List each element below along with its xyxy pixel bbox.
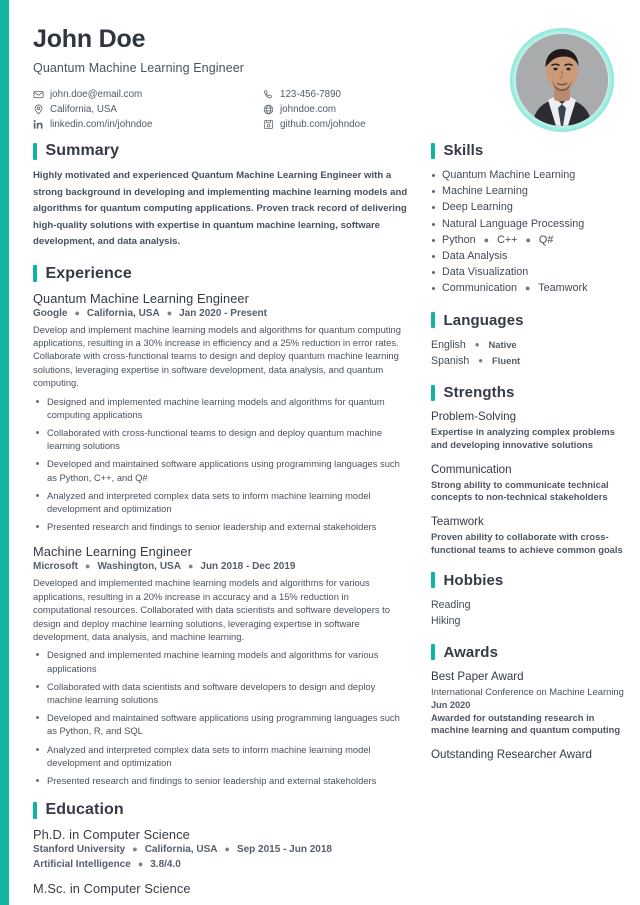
- skill-name: Deep Learning: [442, 201, 513, 214]
- strengths-heading-text: Strengths: [443, 384, 515, 402]
- strength-description: Proven ability to collaborate with cross-functional teams to achieve common goals: [431, 531, 623, 556]
- resume-content: [9, 0, 640, 905]
- skill-separator-dot: ●: [483, 234, 490, 245]
- education-entry: [33, 881, 409, 896]
- skill-name: Data Analysis: [442, 250, 508, 263]
- email-icon: [33, 89, 44, 100]
- list-item: Collaborated with data scientists and software developers to design and deploy machine learning solutions: [33, 680, 409, 706]
- meta-separator-dot: ●: [224, 844, 230, 855]
- award-description: Awarded for outstanding research in machine learning and quantum computing: [431, 711, 621, 736]
- section-education: [33, 801, 409, 896]
- award-block: [431, 669, 630, 737]
- linkedin-icon: [33, 119, 44, 130]
- strength-title: Communication: [431, 462, 512, 476]
- skills-list: [431, 167, 630, 297]
- list-item: Presented research and findings to senior leadership and external stakeholders: [33, 774, 409, 787]
- section-summary: [33, 142, 409, 251]
- left-column: [33, 142, 425, 905]
- strength-block: [431, 514, 630, 557]
- section-experience: [33, 265, 409, 788]
- list-item: Analyzed and interpreted complex data sets to inform machine learning model development and optimization: [33, 489, 409, 515]
- education-dates: Sep 2015 - Jun 2018: [236, 844, 332, 856]
- experience-meta: [33, 308, 409, 319]
- location-icon: [33, 104, 44, 115]
- contact-grid: [33, 87, 510, 132]
- section-languages: [431, 312, 630, 369]
- section-accent-bar: [33, 802, 37, 819]
- list-item: Developed and maintained software applications using programming languages such as Python, R, and SQL: [33, 711, 409, 737]
- section-accent-bar: [33, 143, 37, 160]
- contact-github-text: github.com/johndoe: [280, 118, 366, 130]
- section-hobbies: [431, 572, 630, 629]
- language-row: [431, 353, 630, 369]
- language-row: [431, 337, 630, 353]
- experience-location: Washington, USA: [97, 561, 181, 573]
- candidate-job-title: Quantum Machine Learning Engineer: [33, 60, 245, 75]
- experience-company: Google: [33, 307, 68, 319]
- language-name: English: [431, 338, 466, 351]
- section-accent-bar: [431, 312, 435, 328]
- skill-name: Communication: [442, 282, 518, 295]
- list-item: Designed and implemented machine learning models and algorithms for various applications: [33, 648, 409, 674]
- contact-website-text: johndoe.com: [280, 103, 337, 115]
- languages-heading-text: Languages: [443, 311, 524, 329]
- experience-meta: [33, 561, 409, 572]
- skill-extra: C++: [497, 233, 518, 246]
- experience-entry: [33, 291, 409, 534]
- experience-dates: Jun 2018 - Dec 2019: [200, 561, 296, 573]
- award-date: Jun 2020: [431, 699, 471, 710]
- resume-columns: [23, 142, 626, 905]
- list-item: [431, 216, 630, 232]
- awards-heading: [431, 644, 630, 661]
- candidate-name: John Doe: [33, 25, 146, 53]
- avatar: [516, 34, 608, 126]
- education-heading-text: Education: [45, 801, 124, 819]
- experience-bullets: [33, 648, 409, 787]
- section-accent-bar: [431, 644, 435, 660]
- contact-email-text: john.doe@email.com: [50, 88, 143, 100]
- hobbies-heading: [431, 572, 630, 589]
- list-item: [431, 280, 630, 296]
- meta-separator-dot: ●: [85, 561, 91, 572]
- contact-phone-text: 123-456-7890: [280, 88, 342, 100]
- meta-separator-dot: ●: [132, 844, 138, 855]
- strength-block: [431, 409, 630, 452]
- section-accent-bar: [33, 265, 37, 282]
- contact-location[interactable]: [33, 102, 263, 117]
- education-meta: [33, 844, 409, 855]
- contact-website[interactable]: [263, 102, 510, 117]
- section-accent-bar: [431, 572, 435, 588]
- list-item: [431, 199, 630, 215]
- education-heading: [33, 801, 409, 819]
- language-name: Spanish: [431, 354, 470, 367]
- strength-description: Strong ability to communicate technical concepts to non-technical stakeholders: [431, 478, 609, 503]
- language-level: Native: [488, 338, 517, 350]
- experience-bullets: [33, 395, 409, 534]
- awards-heading-text: Awards: [443, 643, 499, 661]
- strength-title: Problem-Solving: [431, 410, 517, 424]
- header-text-block: [33, 24, 510, 132]
- award-title: Best Paper Award: [431, 669, 524, 683]
- hobbies-heading-text: Hobbies: [443, 571, 504, 589]
- contact-linkedin[interactable]: [33, 117, 263, 132]
- meta-separator-dot: ●: [74, 307, 80, 318]
- experience-heading-text: Experience: [45, 264, 132, 282]
- contact-github[interactable]: [263, 117, 510, 132]
- experience-description: Developed and implemented machine learning models and algorithms for various applications, resulting in a 20% increase in accuracy and a 15% reduction in computational resources. Collaborated with data scientists and software developers to design and deploy machine learning solutions, leveraging expertise in software development, data analysis, and machine learning.: [33, 577, 390, 642]
- strength-description: Expertise in analyzing complex problems and developing innovative solutions: [431, 426, 615, 450]
- left-accent-stripe: [0, 0, 9, 905]
- education-gpa: 3.8/4.0: [150, 859, 181, 871]
- meta-separator-dot: ●: [137, 859, 144, 870]
- contact-email[interactable]: [33, 87, 263, 102]
- skill-separator-dot: ●: [525, 283, 531, 294]
- profile-photo-wrapper: [510, 28, 614, 132]
- skills-heading: [431, 142, 630, 159]
- experience-location: California, USA: [86, 307, 160, 319]
- globe-icon: [263, 104, 274, 115]
- strength-title: Teamwork: [431, 515, 484, 529]
- skill-extra: Teamwork: [538, 282, 588, 295]
- summary-text: Highly motivated and experienced Quantum Machine Learning Engineer with a strong background in developing and implementing machine learning models and algorithms for quantum computing applications. Proven track record of delivering high-quality solutions with expertise in quantum machine learning, software development, and data analysis.: [33, 170, 408, 247]
- list-item: [431, 232, 630, 248]
- strengths-heading: [431, 384, 630, 401]
- education-degree: M.Sc. in Computer Science: [33, 881, 191, 897]
- summary-heading-text: Summary: [45, 142, 120, 159]
- avatar-portrait-icon: [516, 34, 608, 126]
- contact-linkedin-text: linkedin.com/in/johndoe: [50, 118, 153, 130]
- right-column: [425, 142, 630, 777]
- meta-separator-dot: ●: [166, 307, 173, 318]
- skills-heading-text: Skills: [443, 142, 484, 159]
- phone-icon: [263, 89, 274, 100]
- section-strengths: [431, 384, 630, 557]
- education-entry: [33, 827, 409, 870]
- list-item: Presented research and findings to senior leadership and external stakeholders: [33, 520, 409, 533]
- contact-location-text: California, USA: [50, 103, 117, 115]
- award-block: [431, 747, 630, 762]
- hobby-item: Reading: [431, 598, 471, 611]
- list-item: [431, 264, 630, 280]
- award-issuer: International Conference on Machine Learning: [431, 685, 624, 697]
- skill-name: Quantum Machine Learning: [442, 169, 576, 181]
- strength-block: [431, 462, 630, 505]
- education-field-row: [33, 859, 409, 870]
- skill-name: Natural Language Processing: [442, 217, 585, 230]
- list-item: Collaborated with cross-functional teams to design and deploy quantum machine learning solutions: [33, 426, 409, 452]
- list-item: Designed and implemented machine learning models and algorithms for quantum computing applications: [33, 395, 409, 421]
- skill-name: Data Visualization: [442, 266, 529, 279]
- experience-company: Microsoft: [33, 561, 78, 573]
- list-item: [431, 167, 630, 183]
- experience-dates: Jan 2020 - Present: [179, 307, 267, 319]
- education-degree: Ph.D. in Computer Science: [33, 827, 190, 843]
- experience-title: Machine Learning Engineer: [33, 544, 193, 560]
- list-item: Analyzed and interpreted complex data sets to inform machine learning model development and optimization: [33, 743, 409, 769]
- experience-description: Develop and implement machine learning models and algorithms for quantum computing applications, resulting in a 30% increase in efficiency and a 25% reduction in error rates. Collaborate with cross-functional teams to design and deploy quantum machine learning solutions, leveraging expertise in software development, data analysis, and quantum computing.: [33, 323, 401, 389]
- section-accent-bar: [431, 385, 435, 401]
- hobby-item: Hiking: [431, 614, 461, 627]
- summary-heading: [33, 142, 409, 160]
- languages-heading: [431, 312, 630, 329]
- resume-header: [23, 18, 626, 136]
- github-icon: [263, 119, 274, 130]
- list-item: [431, 183, 630, 199]
- meta-separator-dot: ●: [187, 561, 194, 572]
- education-location: California, USA: [144, 844, 218, 856]
- skill-separator-dot: ●: [525, 234, 531, 245]
- contact-phone[interactable]: [263, 87, 510, 102]
- skill-name: Machine Learning: [442, 185, 528, 198]
- meta-separator-dot: ●: [478, 356, 484, 366]
- meta-separator-dot: ●: [474, 339, 480, 349]
- experience-entry: [33, 544, 409, 787]
- language-level: Fluent: [492, 354, 521, 366]
- experience-title: Quantum Machine Learning Engineer: [33, 290, 250, 306]
- education-school: Stanford University: [33, 844, 126, 856]
- skill-name: Python: [442, 233, 476, 246]
- education-field: Artificial Intelligence: [33, 859, 131, 871]
- section-awards: [431, 644, 630, 762]
- experience-heading: [33, 265, 409, 283]
- section-skills: [431, 142, 630, 297]
- list-item: [431, 248, 630, 264]
- award-title: Outstanding Researcher Award: [431, 748, 592, 762]
- list-item: Developed and maintained software applications using programming languages such as Python, C++, and Q#: [33, 457, 409, 483]
- skill-extra: Q#: [538, 233, 554, 246]
- section-accent-bar: [431, 143, 435, 159]
